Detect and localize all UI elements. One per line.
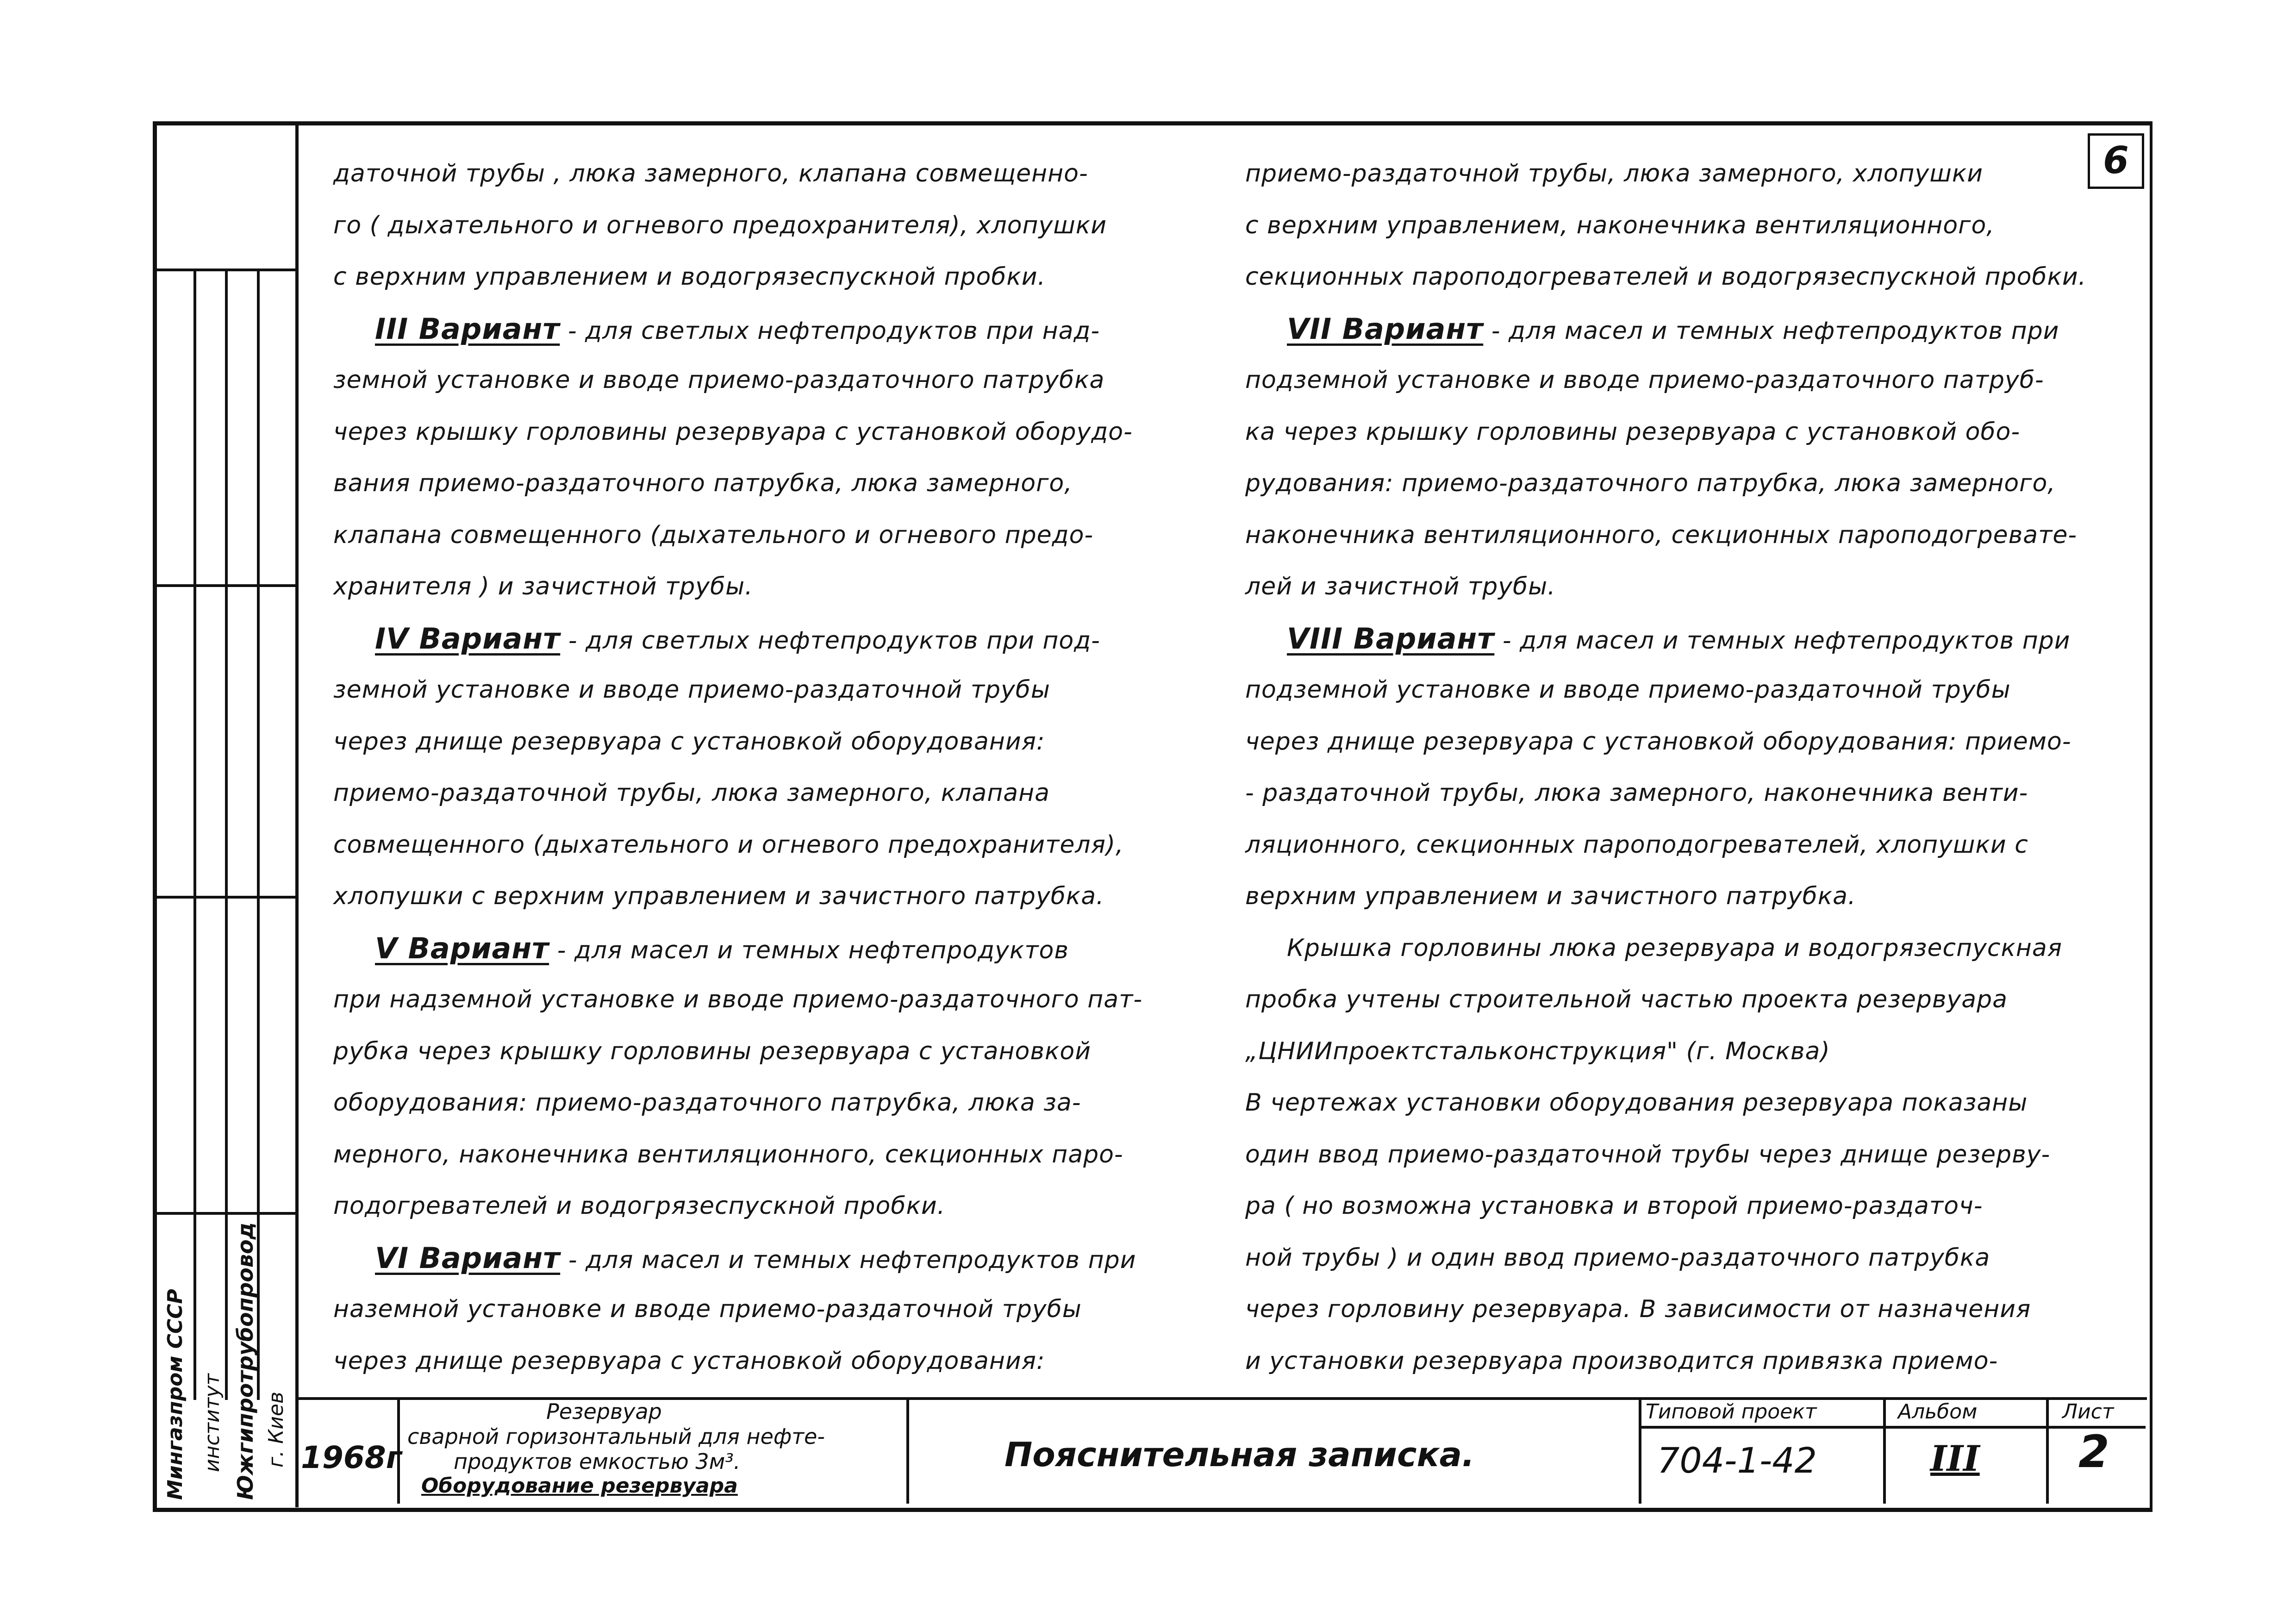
line-text: хлопушки с верхним управлением и зачистного патрубка. <box>333 882 1104 910</box>
line-text: через крышку горловины резервуара с установкой оборудо- <box>333 418 1133 446</box>
text-line <box>333 871 1231 923</box>
text-line <box>1245 923 2143 974</box>
line-text: земной установке и вводе приемо-раздаточного патрубка <box>333 366 1105 394</box>
strip-hline-3 <box>155 896 295 899</box>
line-text: даточной трубы , люка замерного, клапана совмещенно- <box>333 160 1088 187</box>
text-line <box>333 1129 1231 1181</box>
text-line <box>1245 819 2143 871</box>
text-line <box>333 510 1231 562</box>
object-name-line-4: Оборудование резервуара <box>421 1474 738 1498</box>
text-line <box>333 923 1231 974</box>
line-text: через днище резервуара с установкой оборудования: приемо- <box>1245 727 2071 756</box>
text-line <box>1245 974 2143 1026</box>
line-text: - раздаточной трубы, люка замерного, наконечника венти- <box>1245 779 2028 807</box>
text-column-right <box>1245 148 2143 1387</box>
strip-hline-1 <box>155 269 295 271</box>
line-text: ной трубы ) и один ввод приемо-раздаточного патрубка <box>1245 1243 1990 1272</box>
line-text: „ЦНИИпроектстальконструкция" (г. Москва) <box>1245 1037 1830 1065</box>
line-text: приемо-раздаточной трубы, люка замерного, хлопушки <box>1245 160 1984 187</box>
document-title: Пояснительная записка. <box>1004 1435 1475 1474</box>
text-line <box>1245 716 2143 768</box>
text-line <box>333 819 1231 871</box>
text-line <box>333 768 1231 819</box>
line-text: рудования: приемо-раздаточного патрубка, люка замерного, <box>1245 469 2056 497</box>
text-line <box>333 613 1231 665</box>
object-name-line-2: сварной горизонтальный для нефте- <box>407 1424 825 1449</box>
variant-heading: III Вариант <box>375 312 560 346</box>
line-text: клапана совмещенного (дыхательного и огневого предо- <box>333 521 1094 549</box>
organization-block <box>160 1222 289 1500</box>
text-line <box>333 458 1231 510</box>
text-line <box>1245 664 2143 716</box>
line-text: го ( дыхательного и огневого предохранителя), хлопушки <box>333 211 1107 239</box>
line-text: с верхним управлением, наконечника вентиляционного, <box>1245 211 1995 239</box>
text-line <box>1245 871 2143 923</box>
text-line <box>1245 303 2143 355</box>
text-line <box>333 1284 1231 1336</box>
variant-heading: VIII Вариант <box>1287 621 1495 656</box>
line-text: подземной установке и вводе приемо-раздаточной трубы <box>1245 676 2011 704</box>
title-block-label-line <box>1639 1426 2146 1429</box>
year: 1968г <box>301 1440 402 1475</box>
text-line <box>1245 561 2143 613</box>
line-text: вания приемо-раздаточного патрубка, люка замерного, <box>333 469 1073 497</box>
variant-heading: VI Вариант <box>375 1241 561 1275</box>
text-line <box>1245 613 2143 665</box>
line-text: оборудования: приемо-раздаточного патрубка, люка за- <box>333 1089 1081 1117</box>
line-text: подземной установке и вводе приемо-раздаточного патруб- <box>1245 366 2044 394</box>
sheet-value: 2 <box>2078 1426 2109 1478</box>
text-line <box>333 561 1231 613</box>
text-line <box>1245 1129 2143 1181</box>
line-text: мерного, наконечника вентиляционного, секционных паро- <box>333 1140 1123 1168</box>
sheet-label: Лист <box>2062 1400 2114 1424</box>
text-line <box>333 974 1231 1026</box>
line-text: - для светлых нефтепродуктов при под- <box>560 626 1100 655</box>
line-text: верхним управлением и зачистного патрубка. <box>1245 882 1856 910</box>
object-name-line-3: продуктов емкостью 3м³. <box>454 1449 741 1474</box>
institute-name: Южгипротрубопровод <box>233 1222 258 1500</box>
line-text: В чертежах установки оборудования резервуара показаны <box>1245 1089 2028 1117</box>
text-line <box>333 1181 1231 1232</box>
title-block-div-3 <box>1639 1397 1641 1504</box>
text-line <box>1245 458 2143 510</box>
text-line <box>1245 768 2143 819</box>
city-label: г. Киев <box>264 1392 288 1468</box>
text-line <box>1245 510 2143 562</box>
text-line <box>333 664 1231 716</box>
line-text: через горловину резервуара. В зависимости от назначения <box>1245 1295 2031 1323</box>
text-line <box>333 303 1231 355</box>
line-text: совмещенного (дыхательного и огневого предохранителя), <box>333 831 1124 859</box>
line-text: через днище резервуара с установкой оборудования: <box>333 727 1045 756</box>
line-text: с верхним управлением и водогрязеспускной пробки. <box>333 263 1046 291</box>
text-line <box>1245 200 2143 252</box>
line-text: лей и зачистной трубы. <box>1245 573 1556 600</box>
object-name-line-1: Резервуар <box>546 1399 662 1424</box>
ministry-label: Мингазпром СССР <box>163 1289 187 1500</box>
text-line <box>333 406 1231 458</box>
project-number: 704-1-42 <box>1657 1440 1817 1481</box>
line-text: подогревателей и водогрязеспускной пробки. <box>333 1192 946 1220</box>
text-line <box>1245 251 2143 303</box>
line-text: секционных пароподогревателей и водогрязеспускной пробки. <box>1245 263 2087 291</box>
line-text: - для масел и темных нефтепродуктов при <box>1483 317 2059 345</box>
line-text: приемо-раздаточной трубы, люка замерного, клапана <box>333 779 1050 807</box>
text-line <box>1245 1232 2143 1284</box>
line-text: ра ( но возможна установка и второй приемо-раздаточ- <box>1245 1192 1983 1220</box>
title-block-div-4 <box>1883 1397 1886 1504</box>
text-line <box>333 200 1231 252</box>
text-line <box>333 251 1231 303</box>
album-label: Альбом <box>1898 1400 1978 1424</box>
text-line <box>333 716 1231 768</box>
line-text: - для масел и темных нефтепродуктов при <box>560 1246 1136 1274</box>
text-column-left <box>333 148 1231 1387</box>
line-text: ка через крышку горловины резервуара с установкой обо- <box>1245 418 2021 446</box>
text-line <box>333 148 1231 200</box>
institute-label: институт <box>200 1373 224 1472</box>
strip-hline-2 <box>155 584 295 587</box>
line-text: и установки резервуара производится привязка приемо- <box>1245 1347 1998 1375</box>
text-line <box>1245 1336 2143 1387</box>
album-number: III <box>1930 1438 1980 1479</box>
sheet-number-box: 6 <box>2088 133 2144 189</box>
text-line <box>1245 1284 2143 1336</box>
text-line <box>1245 1077 2143 1129</box>
text-line <box>333 1336 1231 1387</box>
text-line <box>1245 406 2143 458</box>
title-block-div-5 <box>2046 1397 2049 1504</box>
line-text: хранителя ) и зачистной трубы. <box>333 573 753 600</box>
text-line <box>1245 1026 2143 1078</box>
text-line <box>333 355 1231 406</box>
line-text: - для масел и темных нефтепродуктов при <box>1494 626 2071 655</box>
line-text: земной установке и вводе приемо-раздаточной трубы <box>333 676 1050 704</box>
line-text: Крышка горловины люка резервуара и водогрязеспускная <box>1287 934 2063 962</box>
strip-hline-4 <box>155 1212 295 1215</box>
text-line <box>333 1232 1231 1284</box>
line-text: при надземной установке и вводе приемо-раздаточного пат- <box>333 986 1143 1013</box>
project-label: Типовой проект <box>1646 1400 1817 1424</box>
line-text: наземной установке и вводе приемо-раздаточной трубы <box>333 1295 1082 1323</box>
line-text: наконечника вентиляционного, секционных пароподогревате- <box>1245 521 2078 549</box>
text-line <box>1245 1181 2143 1232</box>
frame-left-column-border <box>295 121 299 1507</box>
line-text: пробка учтены строительной частью проекта резервуара <box>1245 986 2008 1013</box>
line-text: - для масел и темных нефтепродуктов <box>549 936 1069 964</box>
text-line <box>1245 148 2143 200</box>
text-line <box>333 1026 1231 1078</box>
text-line <box>1245 355 2143 406</box>
variant-heading: VII Вариант <box>1287 312 1484 346</box>
variant-heading: IV Вариант <box>375 621 561 656</box>
line-text: ляционного, секционных пароподогревателей, хлопушки с <box>1245 831 2028 859</box>
line-text: один ввод приемо-раздаточной трубы через днище резерву- <box>1245 1140 2051 1168</box>
title-block-div-2 <box>906 1397 909 1504</box>
line-text: рубка через крышку горловины резервуара с установкой <box>333 1037 1091 1065</box>
line-text: через днище резервуара с установкой оборудования: <box>333 1347 1045 1375</box>
variant-heading: V Вариант <box>375 931 549 965</box>
text-line <box>333 1077 1231 1129</box>
line-text: - для светлых нефтепродуктов при над- <box>560 317 1100 345</box>
